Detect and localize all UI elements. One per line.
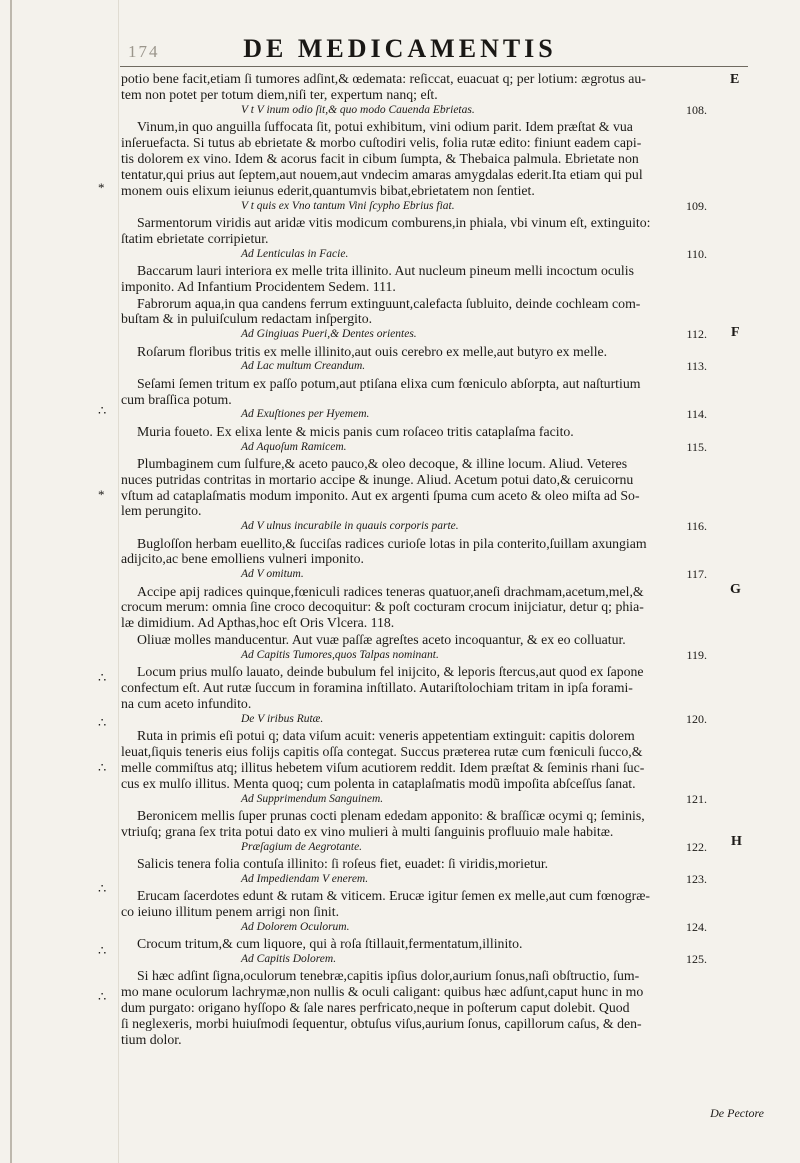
text-line: Erucam ſacerdotes edunt & rutam & viticem. Erucæ igitur ſemen ex melle,aut cum fœnogræ- xyxy=(137,888,651,904)
section-heading xyxy=(121,103,743,118)
section-heading-text: Ad Capitis Dolorem. xyxy=(241,953,337,966)
paragraph xyxy=(121,856,743,872)
text-line: buſtam & in puluiſculum redactam inſpergito. xyxy=(121,311,373,327)
margin-dots-mark: ∴ xyxy=(98,403,107,418)
text-line: crocum merum: omnia ſine croco decoquitur: & poſt cocturam crocum inijciatur, detur q; phia- xyxy=(121,599,644,615)
section-number: 110. xyxy=(686,246,707,261)
text-line: imponito. Ad Infantium Procidentem Sedem. 111. xyxy=(121,278,396,294)
section-heading-text: Ad Supprimendum Sanguinem. xyxy=(241,792,384,805)
text-line: leuat,ſiquis teneris eius folijs capitis oſſa contegat. Succus præterea rutæ cum fœniculi ſucco,& xyxy=(121,744,643,760)
text-line: dum purgato: origano hyſſopo & ſale nares perfricato,neque in poſterum caput dolebit. Quod xyxy=(121,1000,630,1016)
text-line: melle commiſtus atq; illitus hebetem viſum acutiorem reddit. Idem præſtat & ſeminis rhani ſuc- xyxy=(121,760,645,776)
margin-letter-f: F xyxy=(731,325,740,340)
section-heading xyxy=(121,648,743,663)
section-number: 108. xyxy=(686,102,707,117)
section-number: 116. xyxy=(686,519,707,534)
text-body xyxy=(121,70,743,1048)
margin-letter-h: H xyxy=(731,834,742,849)
paragraph xyxy=(121,215,743,247)
margin-letter-g: G xyxy=(730,582,741,597)
inner-margin-line xyxy=(118,0,119,1163)
text-line: Muria foueto. Ex elixa lente & micis panis cum roſaceo tritis cataplaſma facito. xyxy=(137,423,574,439)
text-line: Sarmentorum viridis aut aridæ vitis modicum comburens,in phiala, vbi vinum eſt, extinguito: xyxy=(137,214,651,230)
section-heading-text: Ad Aquoſum Ramicem. xyxy=(241,440,347,453)
margin-asterisk-mark: * xyxy=(98,180,105,195)
section-number: 120. xyxy=(686,712,707,727)
section-number: 123. xyxy=(686,871,707,886)
section-number: 113. xyxy=(686,359,707,374)
section-heading xyxy=(121,359,743,374)
paragraph xyxy=(121,664,743,712)
section-number: 114. xyxy=(686,407,707,422)
text-line: Accipe apij radices quinque,fœniculi radices teneras quatuor,aneſi drachmam,acetum,mel,& xyxy=(137,583,644,599)
margin-dots-mark: ∴ xyxy=(98,670,107,685)
section-number: 112. xyxy=(686,327,707,342)
section-heading xyxy=(121,872,743,887)
text-line: ſtatim ebrietate corripietur. xyxy=(121,230,269,246)
text-line: tium dolor. xyxy=(121,1031,182,1047)
paragraph xyxy=(121,71,743,103)
section-heading xyxy=(121,407,743,422)
catchword: De Pectore xyxy=(710,1106,764,1120)
section-heading-text: De V iribus Rutæ. xyxy=(241,713,324,726)
text-line: Si hæc adſint ſigna,oculorum tenebræ,capitis ipſius dolor,aurium ſonus,naſi obſtructio, ſum- xyxy=(137,968,640,984)
section-number: 124. xyxy=(686,919,707,934)
text-line: Beronicem mellis ſuper prunas cocti plenam ededam apponito: & braſſicæ ocymi q; ſeminis, xyxy=(137,808,645,824)
text-line: monem ouis elixum ieiunus ederit,quantumvis bibat,ebrietatem non ſentiet. xyxy=(121,182,535,198)
section-heading-text: V t quis ex Vno tantum Vini ſcypho Ebrius fiat. xyxy=(241,199,455,212)
title-rule xyxy=(120,66,748,67)
margin-letter-e: E xyxy=(730,72,740,87)
text-line: Crocum tritum,& cum liquore, qui à roſa ſtillauit,fermentatum,illinito. xyxy=(137,936,523,952)
paragraph xyxy=(121,936,743,952)
section-heading-text: Ad Lenticulas in Facie. xyxy=(241,247,349,260)
text-line: Plumbaginem cum ſulfure,& aceto pauco,& oleo decoque, & illine locum. Aliud. Veteres xyxy=(137,455,628,471)
margin-dots-mark: ∴ xyxy=(98,881,107,896)
margin-dots-mark: ∴ xyxy=(98,989,107,1004)
text-line: vtriuſq; grana ſex trita potui dato ex vino mulieri à multi ſanguinis profluuio male habitæ. xyxy=(121,823,614,839)
text-line: Roſarum floribus tritis ex melle illinito,aut ouis cerebro ex melle,aut butyro ex melle. xyxy=(137,343,608,359)
section-number: 109. xyxy=(686,198,707,213)
section-heading xyxy=(121,920,743,935)
section-heading xyxy=(121,952,743,967)
paragraph xyxy=(121,728,743,792)
text-line: vſtum ad cataplaſmatis modum imponito. Aut ex argenti ſpuma cum aceto & oleo miſta ad So- xyxy=(121,487,640,503)
text-line: cus ex mulſo illitus. Menta quoq; cum polenta in cataplaſmatis modũ impoſita abſceſſus ſanat. xyxy=(121,775,636,791)
text-line: inſeruefacta. Si tutus ab ebrietate & morbo cuſtodiri velis, folia rutæ edito: finiunt eadem capi- xyxy=(121,134,642,150)
section-heading-text: Ad V omitum. xyxy=(241,568,304,581)
text-line: potio bene facit,etiam ſi tumores adſint,& œdemata: reſiccat, euacuat q; per lotium: ægrotus au- xyxy=(121,71,646,86)
text-line: Vinum,in quo anguilla ſuffocata ſit, potui exhibitum, vini odium parit. Idem præſtat & vua xyxy=(137,119,633,134)
section-number: 125. xyxy=(686,952,707,967)
section-heading-text: Præſagium de Aegrotante. xyxy=(241,840,363,853)
text-line: Oliuæ molles manducentur. Aut vuæ paſſæ agreſtes aceto incoquantur, & ex eo colluatur. xyxy=(137,632,626,648)
section-heading-text: Ad Dolorem Oculorum. xyxy=(241,920,350,933)
text-line: lem perungito. xyxy=(121,503,202,519)
text-line: Bugloſſon herbam euellito,& ſucciſas radices curioſe lotas in pila conterito,ſuillam axungiam xyxy=(137,535,647,551)
text-line: tem non potet per totum diem,niſi ter, expertum nanq; eſt. xyxy=(121,86,438,102)
text-line: Locum prius mulſo lauato, deinde bubulum fel inijcito, & leporis ſtercus,aut quod ex ſapone xyxy=(137,664,644,680)
section-heading xyxy=(121,712,743,727)
section-heading-text: Ad Capitis Tumores,quos Talpas nominant. xyxy=(241,649,439,662)
text-line: læ dimidium. Ad Apthas,hoc eſt Oris Vlcera. 118. xyxy=(121,615,395,631)
margin-dots-mark: ∴ xyxy=(98,760,107,775)
text-line: mo mane oculorum lachrymæ,non nullis & oculi caligant: quibus hæc adſunt,caput hunc in mo xyxy=(121,984,644,1000)
page-title: DE MEDICAMENTIS xyxy=(243,34,557,63)
text-line: Baccarum lauri interiora ex melle trita illinito. Aut nucleum pineum melli incoctum oculis xyxy=(137,262,634,278)
section-heading xyxy=(121,247,743,262)
paragraph xyxy=(121,536,743,568)
paragraph xyxy=(121,632,743,648)
paragraph xyxy=(121,424,743,440)
text-line: tentatur,qui prius aut ſeptem,aut nouem,aut vndecim amaras amygdalas ederit.Ita etiam qui pul xyxy=(121,166,643,182)
section-heading-text: Ad V ulnus incurabile in quauis corporis parte. xyxy=(241,520,459,533)
text-line: Fabrorum aqua,in qua candens ferrum extinguunt,calefacta ſubluito, deinde cochleam com- xyxy=(137,295,641,311)
paragraph xyxy=(121,808,743,840)
text-line: cum braſſica potum. xyxy=(121,391,232,407)
text-line: adijcito,ac bene emolliens vulneri imponito. xyxy=(121,551,364,567)
margin-dots-mark: ∴ xyxy=(98,943,107,958)
section-heading xyxy=(121,327,743,342)
text-line: nuces putridas contritas in mortario accipe & inunge. Aliud. Acetum potui dato,& ceruicornu xyxy=(121,471,634,487)
section-number: 115. xyxy=(686,439,707,454)
page-number: 174 xyxy=(128,42,160,61)
paragraph xyxy=(121,456,743,520)
text-line: Seſami ſemen tritum ex paſſo potum,aut ptiſana elixa cum fœniculo abſorpta, aut naſturtium xyxy=(137,375,641,391)
section-heading-text: Ad Lac multum Creandum. xyxy=(241,360,366,373)
page-edge-rule xyxy=(10,0,12,1163)
margin-dots-mark: ∴ xyxy=(98,715,107,730)
section-heading xyxy=(121,567,743,582)
paragraph xyxy=(121,968,743,1048)
text-line: Salicis tenera folia contuſa illinito: ſi roſeus fiet, euadet: ſi viridis,morietur. xyxy=(137,856,549,872)
section-number: 119. xyxy=(686,648,707,663)
section-heading-text: Ad Exuſtiones per Hyemem. xyxy=(241,408,370,421)
paragraph xyxy=(121,296,743,328)
paragraph xyxy=(121,584,743,632)
paragraph xyxy=(121,263,743,295)
text-line: confectum eſt. Aut rutæ ſuccum in foramina inſtillato. Autariſtolochiam tritam in ipſa forami- xyxy=(121,680,633,696)
text-line: co ieiuno illitum penem arrigi non ſinit. xyxy=(121,904,340,920)
section-heading xyxy=(121,199,743,214)
section-number: 121. xyxy=(686,791,707,806)
paragraph xyxy=(121,376,743,408)
section-heading-text: Ad Impediendam V enerem. xyxy=(241,872,369,885)
section-number: 117. xyxy=(686,567,707,582)
text-line: na cum aceto infundito. xyxy=(121,696,252,712)
section-heading-text: Ad Gingiuas Pueri,& Dentes orientes. xyxy=(241,328,417,341)
section-number: 122. xyxy=(686,839,707,854)
section-heading xyxy=(121,440,743,455)
margin-asterisk-mark: * xyxy=(98,487,105,502)
section-heading xyxy=(121,840,743,855)
paragraph xyxy=(121,344,743,360)
section-heading xyxy=(121,792,743,807)
paragraph xyxy=(121,888,743,920)
text-line: Ruta in primis eſi potui q; data viſum acuit: veneris appetentiam extinguit: capitis dolorem xyxy=(137,728,635,744)
text-line: ſi neglexeris, morbi huiuſmodi ſequentur, obtuſus viſus,aurium ſonus, capillorum caſus, & den- xyxy=(121,1015,642,1031)
section-heading-text: V t V inum odio ſit,& quo modo Cauenda Ebrietas. xyxy=(241,103,475,116)
paragraph xyxy=(121,119,743,199)
text-line: tis dolorem ex vino. Idem & acorus facit in cibum ſumpta, & Thebaica palmula. Ebrietate non xyxy=(121,150,639,166)
section-heading xyxy=(121,519,743,534)
